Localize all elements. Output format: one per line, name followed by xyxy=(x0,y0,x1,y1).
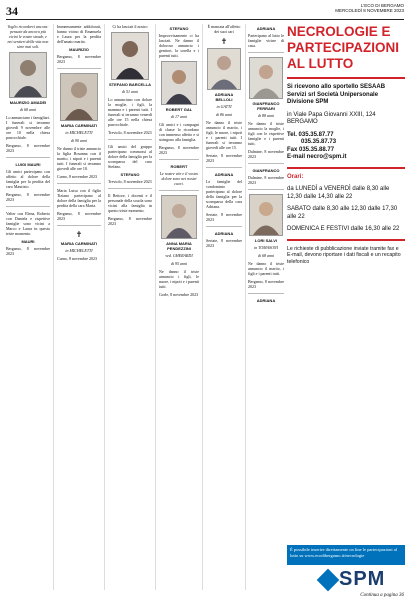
divider xyxy=(6,157,50,158)
divider xyxy=(6,206,50,207)
deceased-age: di 17 anni xyxy=(170,114,188,119)
obituary-column-6 xyxy=(248,24,284,584)
divider xyxy=(108,188,152,189)
obituary-quote: Le nostre vite e il vostro dolore sono nei nostri cuori. xyxy=(159,171,199,186)
obituary-column-3 xyxy=(108,24,152,590)
obituary-place: Treviolo, 8 novembre 2023 xyxy=(108,130,152,135)
obituary-place: Bergamo, 8 novembre 2023 xyxy=(159,145,199,155)
deceased-maiden: ved. GHERARDI xyxy=(165,253,193,258)
column-rule xyxy=(155,24,156,590)
ad-rule xyxy=(287,167,405,169)
page-header xyxy=(6,3,404,20)
ad-rule xyxy=(287,77,405,79)
column-rule xyxy=(104,24,105,590)
deceased-age: di 68 anni xyxy=(19,107,37,112)
deceased-age: di 51 anni xyxy=(121,89,139,94)
ad-phone-1[interactable]: Tel. 035.35.87.77 xyxy=(287,131,334,138)
online-banner[interactable]: È possibile inserire direttamente on line le partecipazioni al lutto su www.ecodibergamo.it/necrologie xyxy=(287,545,405,565)
column-rule xyxy=(202,24,203,590)
deceased-name: ADRIANA xyxy=(256,298,276,303)
obituary-place: Curno, 8 novembre 2023 xyxy=(57,256,97,261)
deceased-name: MAURIZIO xyxy=(69,47,89,52)
deceased-name: MARIA CARMINATI xyxy=(60,123,98,128)
deceased-photo xyxy=(9,52,47,98)
obituary-service-ad xyxy=(287,24,405,590)
deceased-name: ADRIANA xyxy=(214,231,234,236)
obituary-place: Bergamo, 8 novembre 2023 xyxy=(6,143,50,153)
deceased-age: di 68 anni xyxy=(257,253,275,258)
obituary-text: Maria Luisa con il figlio Tiziano partecipano al dolore della famiglia per la perdita della cara Maria. xyxy=(57,188,101,208)
page-number: 34 xyxy=(6,4,18,18)
deceased-name: MAURIZIO AMADEI xyxy=(9,100,47,105)
ad-phone-2[interactable]: 035.35.87.73 xyxy=(301,139,337,145)
obituary-place: Dalmine, 8 novembre 2023 xyxy=(248,175,284,185)
obituary-place: Curno, 8 novembre 2023 xyxy=(57,174,97,179)
obituary-text: Il Rettore, i docenti e il personale della scuola sono vicini alla famiglia in questo triste momento. xyxy=(108,193,152,213)
obituary-text: Valter con Elena, Roberto con Daniela e rispettive famiglie sono vicini a Marco e Laura in questo triste momento. xyxy=(6,211,50,236)
obituary-text: Ne danno il triste annuncio i figli, le nuore, i nipoti e i parenti tutti. xyxy=(159,269,199,289)
deceased-name: GIANFRANCO xyxy=(252,168,280,173)
deceased-photo xyxy=(111,32,149,80)
deceased-name: STEFANO xyxy=(120,172,140,177)
ad-hours-sunday: DOMENICA E FESTIVI dalle 16,30 alle 22 xyxy=(287,226,400,232)
obituary-place: Seriate, 8 novembre 2023 xyxy=(206,212,242,222)
obituary-text: Gli amici del gruppo partecipano commossi al dolore della famiglia per la scomparsa del caro Stefano. xyxy=(108,144,152,169)
obituary-place: Bergamo, 8 novembre 2023 xyxy=(57,54,101,64)
deceased-name: ADRIANA xyxy=(256,26,276,31)
deceased-name: MARIA CARMINATI xyxy=(60,241,98,246)
obituary-text: Le famiglie del condominio partecipano al dolore della famiglia per la scomparsa della cara Adriana. xyxy=(206,179,242,209)
obituary-place: Bergamo, 8 novembre 2023 xyxy=(248,279,284,289)
deceased-name: ADRIANA xyxy=(214,172,234,177)
obituary-place: Dalmine, 8 novembre 2023 xyxy=(248,149,284,159)
deceased-name: STEFANO xyxy=(169,26,189,31)
obituary-text: Gli amici e i compagni di classe lo ricordano con immenso affetto e si stringono alla famiglia. xyxy=(159,122,199,142)
spm-logo xyxy=(320,568,385,591)
deceased-name: ANNA MARIA PENDEZZINI xyxy=(166,241,192,251)
publication-name: L'ECO DI BERGAMO xyxy=(360,3,404,8)
deceased-name: GIANFRANCO FERRARI xyxy=(252,101,280,111)
ad-hours-label: Orari: xyxy=(287,173,304,180)
obituary-place: Treviolo, 8 novembre 2023 xyxy=(108,179,152,184)
obituary-place: Gorle, 8 novembre 2023 xyxy=(159,292,199,297)
obituary-column-1 xyxy=(6,24,50,590)
ad-address: in Viale Papa Giovanni XXIII, 124 BERGAMO xyxy=(287,111,376,125)
divider xyxy=(206,226,242,227)
obituary-place: Seriate, 8 novembre 2023 xyxy=(206,238,242,248)
deceased-age: di 88 anni xyxy=(257,113,275,118)
obituary-column-4 xyxy=(159,24,199,590)
ad-intro: Si ricevono allo sportello SESAAB Servizi srl Società Unipersonale Divisione SPM xyxy=(287,84,386,105)
deceased-maiden: in MICHELETTI xyxy=(65,248,93,253)
deceased-age: di 95 anni xyxy=(170,261,188,266)
ad-fax: Fax 035.35.88.77 xyxy=(287,146,335,153)
divider xyxy=(108,139,152,140)
divider xyxy=(248,52,284,53)
obituary-header: È mancata all'affetto dei suoi cari xyxy=(207,24,241,34)
obituary-quote: Voglio ricordarvi ancora: pensate da ancora più vicini le vostre strade, e nei sentieri della vita non siete mai soli. xyxy=(7,24,49,49)
divider xyxy=(159,190,199,191)
deceased-maiden: in GATTI xyxy=(216,104,232,109)
obituary-text: Improvvisamente ci ha lasciati. Ne danno il doloroso annuncio i genitori, la sorella e i parenti tutti. xyxy=(159,33,199,58)
deceased-photo xyxy=(249,194,283,236)
obituary-text: Lo annunciano i famigliari. I funerali si terranno giovedì 9 novembre alle ore 10 nella chiesa parrocchiale. xyxy=(6,115,50,140)
deceased-name: STEFANO BARCELLA xyxy=(109,82,151,87)
divider xyxy=(248,189,284,190)
cross-icon: ✝ xyxy=(75,230,83,239)
divider xyxy=(248,163,284,164)
deceased-age: di 86 anni xyxy=(215,112,233,117)
spm-logo-icon xyxy=(317,568,340,591)
obituary-place: Bergamo, 8 novembre 2023 xyxy=(6,246,50,256)
obituary-text: Immensamente addolorati, hanno vicino di Emanuela e Laura per la perdita dell'amato marito. xyxy=(57,24,101,44)
deceased-age: di 90 anni xyxy=(70,138,88,143)
ad-hours-weekdays: da LUNEDÌ a VENERDÌ dalle 8,30 alle 12,30 dalle 14,30 alle 22 xyxy=(287,186,390,200)
ad-rule xyxy=(287,239,405,241)
divider xyxy=(159,159,199,160)
divider xyxy=(57,225,101,226)
divider xyxy=(57,68,101,69)
spm-logo-text: SPM xyxy=(339,568,386,590)
obituary-column-5 xyxy=(206,24,242,590)
deceased-name: LORI SALVI xyxy=(254,238,278,243)
continued-note: Continua a pagina 36 xyxy=(360,593,404,598)
divider xyxy=(206,167,242,168)
deceased-photo xyxy=(161,195,197,239)
deceased-photo xyxy=(161,61,197,105)
obituary-column-2 xyxy=(57,24,101,590)
cross-icon: ✝ xyxy=(220,37,228,46)
ad-hours-saturday: SABATO dalle 8,30 alle 12,30 dalle 17,30 alle 22 xyxy=(287,206,398,220)
divider xyxy=(248,293,284,294)
deceased-name: MAURI xyxy=(21,239,35,244)
obituary-text: Ne danno il triste annuncio il marito, i figli, le nuore, i nipoti e i parenti tutti. I funerali si terranno giovedì alle ore 15. xyxy=(206,120,242,150)
obituary-text: Partecipano al lutto le famiglie vicine di casa. xyxy=(248,33,284,48)
obituary-text: Gli amici partecipano con affetto al dolore della famiglia per la perdita del caro Maurizio. xyxy=(6,169,50,189)
obituary-text: Ne danno il triste annuncio il marito, i figli e i parenti tutti. xyxy=(248,261,284,276)
deceased-photo xyxy=(207,48,241,90)
deceased-maiden: in MICHELETTI xyxy=(65,130,93,135)
obituary-header: Ci ha lasciati il nostro xyxy=(112,24,148,29)
deceased-name: ROBERT GAL xyxy=(165,107,193,112)
deceased-name: ROBERT xyxy=(170,164,188,169)
obituary-text: Lo annunciano con dolore la moglie, i figli, la mamma e i parenti tutti. I funerali si terranno venerdì alle ore 15 nella chiesa parrocchiale. xyxy=(108,97,152,127)
obituary-place: Bergamo, 8 novembre 2023 xyxy=(6,192,50,202)
publication-date: MERCOLEDÌ 8 NOVEMBRE 2023 xyxy=(335,8,404,13)
column-rule xyxy=(53,24,54,590)
ad-title: NECROLOGIE E PARTECIPAZIONI AL LUTTO xyxy=(287,24,400,71)
deceased-photo xyxy=(60,73,98,121)
ad-note: Le richieste di pubblicazione inviate tramite fax e E-mail, devono riportare i dati fiscali e un recapito telefonico xyxy=(287,245,401,265)
obituary-place: Seriate, 8 novembre 2023 xyxy=(206,153,242,163)
obituary-text: Ne danno il triste annuncio la figlia Rosanna con il marito, i nipoti e i parenti tutti. I funerali si terranno giovedì alle ore 10. xyxy=(57,146,101,171)
deceased-maiden: in TOMASONI xyxy=(254,245,278,250)
obituary-place: Bergamo, 8 novembre 2023 xyxy=(57,211,101,221)
ad-email[interactable]: E-mail necro@spm.it xyxy=(287,154,347,160)
obituary-text: Ne danno il triste annuncio la moglie, i figli con le rispettive famiglie e i parenti tutti. xyxy=(248,121,284,146)
column-rule xyxy=(245,24,246,590)
publication-info xyxy=(335,3,404,13)
deceased-name: LUIGI MAURI xyxy=(15,162,41,167)
obituary-place: Bergamo, 8 novembre 2023 xyxy=(108,216,152,226)
divider xyxy=(57,183,101,184)
deceased-photo xyxy=(249,57,283,99)
deceased-name: ADRIANA BELLOLI xyxy=(214,92,234,102)
